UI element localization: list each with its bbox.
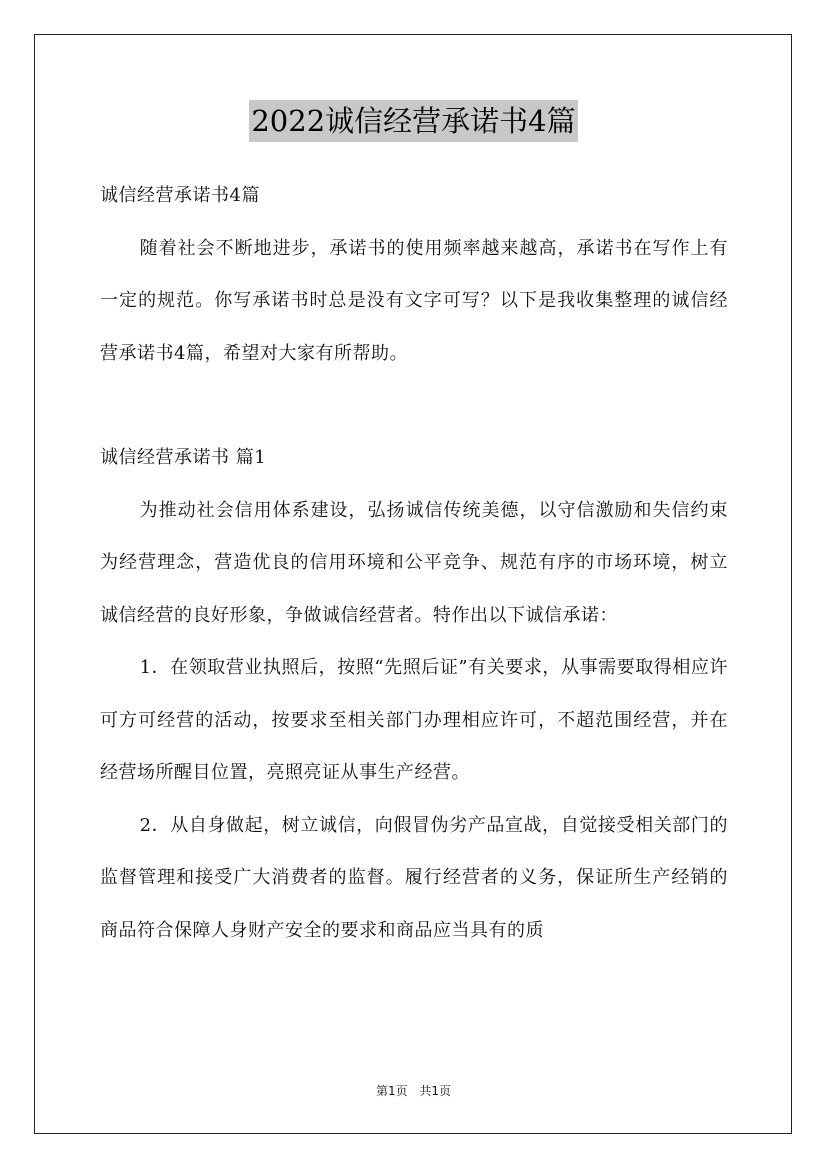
document-subtitle: 诚信经营承诺书4篇 (100, 185, 260, 206)
section-heading: 诚信经营承诺书 篇1 (100, 447, 267, 468)
document-title: 2022诚信经营承诺书4篇 (249, 100, 577, 142)
document-body (100, 170, 728, 957)
title-container (0, 100, 827, 142)
page-total: 共1页 (419, 1084, 452, 1098)
section-paragraph: 为推动社会信用体系建设，弘扬诚信传统美德，以守信激励和失信约束为经营理念，营造优良的信用环境和公平竞争、规范有序的市场环境，树立诚信经营的良好形象，争做诚信经营者。特作出以下诚信承诺： (100, 499, 728, 626)
page-number: 第1页 (375, 1084, 408, 1098)
list-item: 1．在领取营业执照后，按照“先照后证”有关要求，从事需要取得相应许可方可经营的活动，按要求至相关部门办理相应许可，不超范围经营，并在经营场所醒目位置，亮照亮证从事生产经营。 (100, 657, 728, 783)
page-footer (0, 1082, 827, 1099)
list-item: 2．从自身做起，树立诚信，向假冒伪劣产品宣战，自觉接受相关部门的监督管理和接受广大消费者的监督。履行经营者的义务，保证所生产经销的商品符合保障人身财产安全的要求和商品应当具有的质 (100, 814, 728, 941)
spacer (100, 380, 728, 432)
intro-paragraph: 随着社会不断地进步，承诺书的使用频率越来越高，承诺书在写作上有一定的规范。你写承诺书时总是没有文字可写？以下是我收集整理的诚信经营承诺书4篇，希望对大家有所帮助。 (100, 237, 728, 364)
